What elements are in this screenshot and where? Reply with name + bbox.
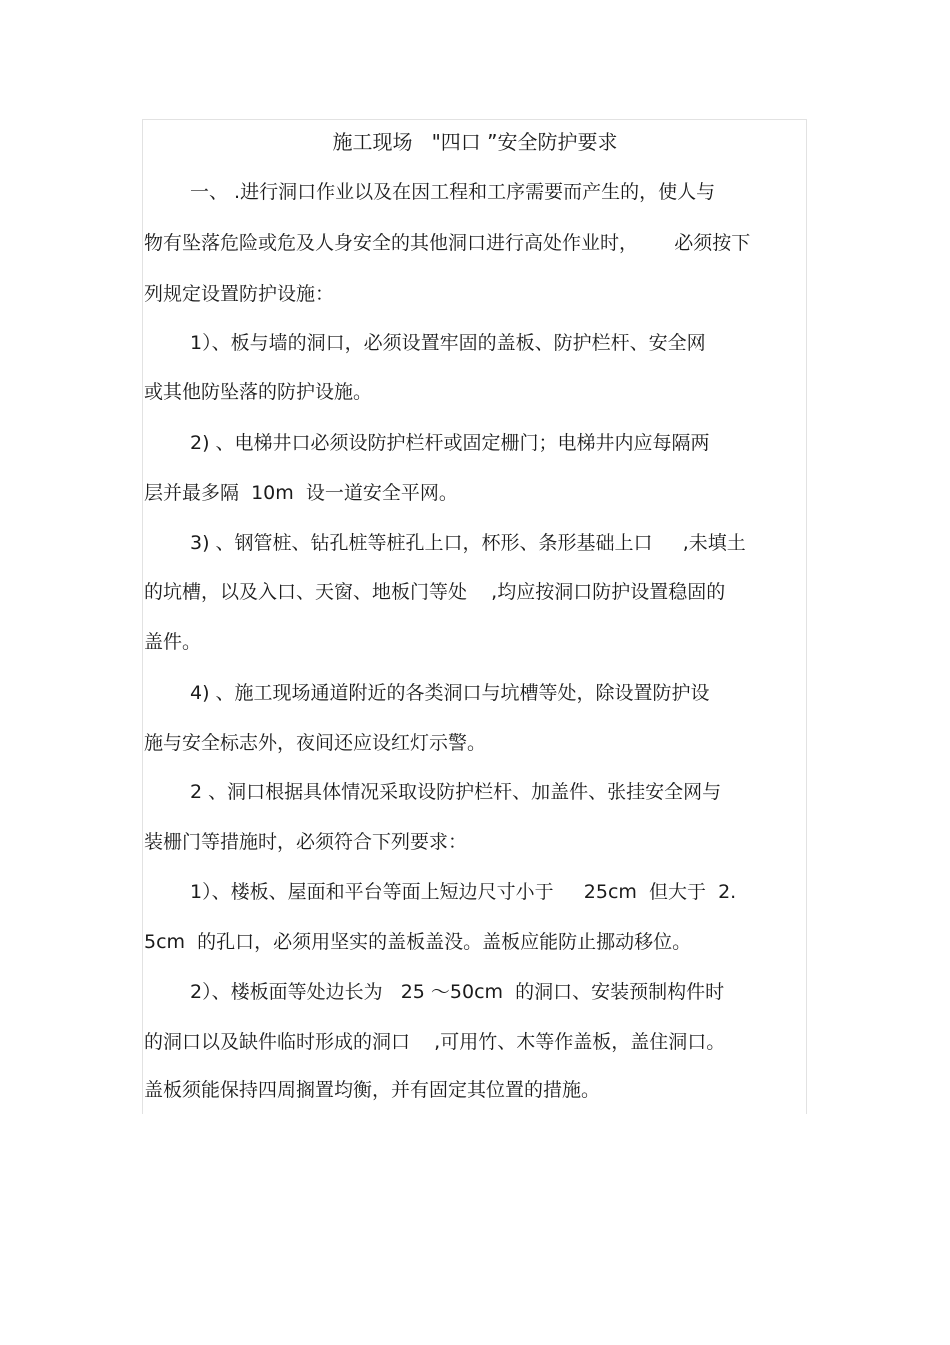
paragraph-line: 物有坠落危险或危及人身安全的其他洞口进行高处作业时， 必须按下: [144, 232, 751, 254]
paragraph-line: 层并最多隔 10m 设一道安全平网。: [144, 482, 458, 504]
paragraph-line: 2 、洞口根据具体情况采取设防护栏杆、加盖件、张挂安全网与: [190, 781, 722, 803]
paragraph-line: 4) 、施工现场通道附近的各类洞口与坑槽等处，除设置防护设: [190, 682, 710, 704]
paragraph-line: 施与安全标志外，夜间还应设红灯示警。: [144, 732, 487, 754]
paragraph-line: 一、 .进行洞口作业以及在因工程和工序需要而产生的，使人与: [190, 181, 716, 203]
paragraph-line: 装栅门等措施时，必须符合下列要求：: [144, 831, 468, 853]
paragraph-line: 的洞口以及缺件临时形成的洞口 ,可用竹、木等作盖板，盖住洞口。: [144, 1031, 726, 1053]
paragraph-line: 盖板须能保持四周搁置均衡，并有固定其位置的措施。: [144, 1079, 601, 1101]
paragraph-line: 2）、楼板面等处边长为 25 ～50cm 的洞口、安装预制构件时: [190, 981, 725, 1003]
document-title: 施工现场 "四口 ”安全防护要求: [332, 130, 618, 154]
paragraph-line: 或其他防坠落的防护设施。: [144, 381, 373, 403]
paragraph-line: 5cm 的孔口，必须用坚实的盖板盖没。盖板应能防止挪动移位。: [144, 931, 692, 953]
paragraph-line: 3) 、钢管桩、钻孔桩等桩孔上口，杯形、条形基础上口 ,未填土: [190, 532, 746, 554]
paragraph-line: 1）、楼板、屋面和平台等面上短边尺寸小于 25cm 但大于 2.: [190, 881, 737, 903]
paragraph-line: 列规定设置防护设施：: [144, 283, 335, 305]
paragraph-line: 2) 、电梯井口必须设防护栏杆或固定栅门；电梯井内应每隔两: [190, 432, 710, 454]
paragraph-line: 盖件。: [144, 631, 202, 653]
paragraph-line: 1）、板与墙的洞口，必须设置牢固的盖板、防护栏杆、安全网: [190, 332, 706, 354]
paragraph-line: 的坑槽，以及入口、天窗、地板门等处 ,均应按洞口防护设置稳固的: [144, 581, 726, 603]
page-frame: [142, 119, 807, 1114]
